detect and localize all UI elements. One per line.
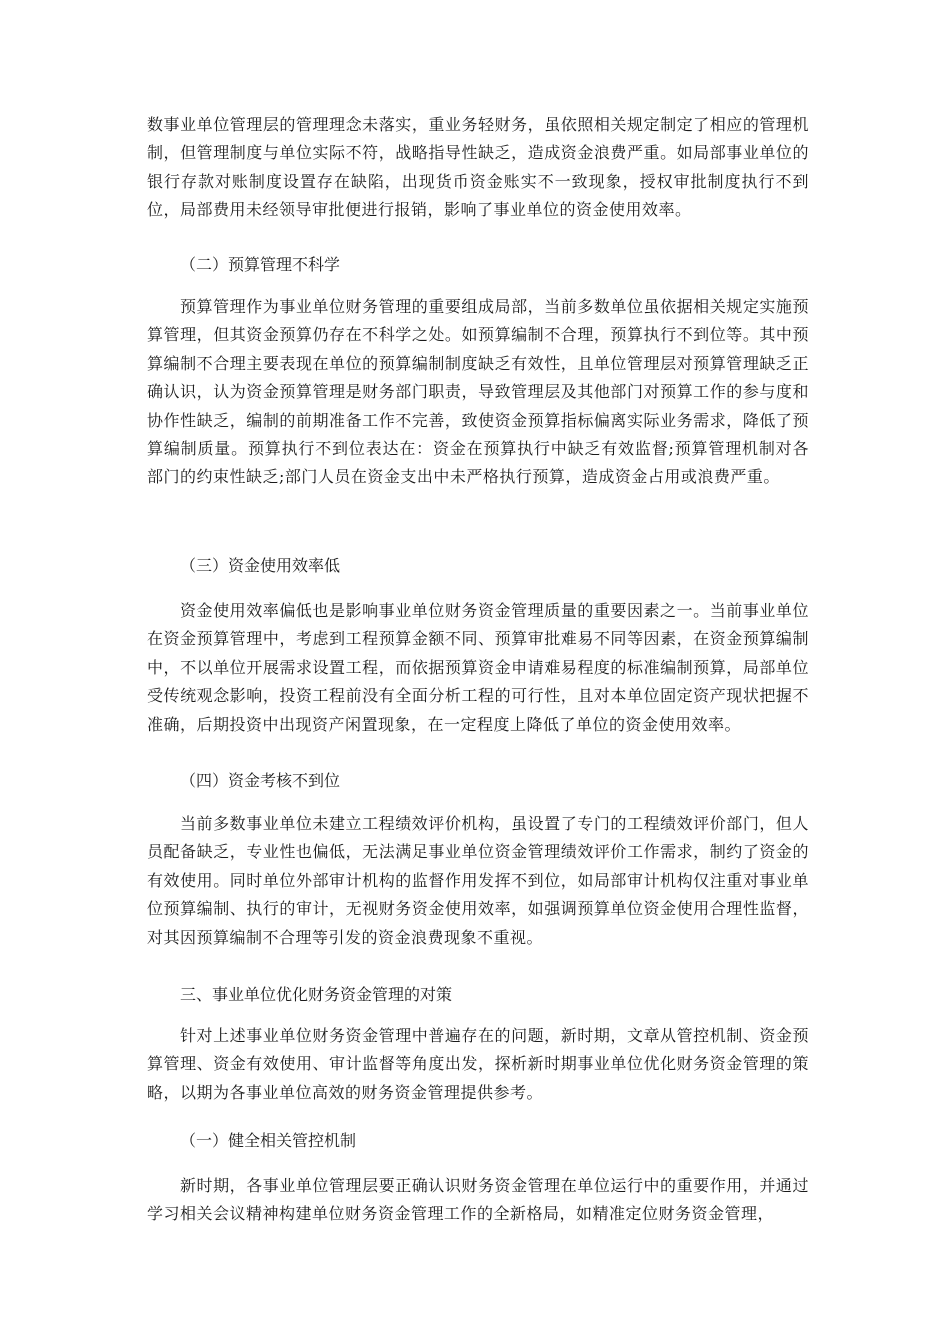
paragraph-control-mechanism: 新时期，各事业单位管理层要正确认识财务资金管理在单位运行中的重要作用，并通过学习相关会议精神构建单位财务资金管理工作的全新格局，如精准定位财务资金管理， xyxy=(147,1176,809,1224)
paragraph-continued-management: 数事业单位管理层的管理理念未落实，重业务轻财务，虽依照相关规定制定了相应的管理机制，但管理制度与单位实际不符，战略指导性缺乏，造成资金浪费严重。如局部事业单位的银行存款对账制度设置存在缺陷，出现货币资金账实不一致现象，授权审批制度执行不到位，局部费用未经领导审批便进行报销，影响了事业单位的资金使用效率。 xyxy=(147,115,809,220)
paragraph-section-three-intro: 针对上述事业单位财务资金管理中普遍存在的问题，新时期，文章从管控机制、资金预算管理、资金有效使用、审计监督等角度出发，探析新时期事业单位优化财务资金管理的策略，以期为各事业单位高效的财务资金管理提供参考。 xyxy=(147,1026,809,1102)
heading-section-three: 三、事业单位优化财务资金管理的对策 xyxy=(180,985,453,1004)
paragraph-fund-assessment: 当前多数事业单位未建立工程绩效评价机构，虽设置了专门的工程绩效评价部门，但人员配备缺乏，专业性也偏低，无法满足事业单位资金管理绩效评价工作需求，制约了资金的有效使用。同时单位外部审计机构的监督作用发挥不到位，如局部审计机构仅注重对事业单位预算编制、执行的审计，无视财务资金使用效率，如强调预算单位资金使用合理性监督，对其因预算编制不合理等引发的资金浪费现象不重视。 xyxy=(147,814,809,947)
heading-fund-assessment: （四）资金考核不到位 xyxy=(180,771,341,790)
heading-budget-management: （二）预算管理不科学 xyxy=(180,255,341,274)
paragraph-fund-efficiency: 资金使用效率偏低也是影响事业单位财务资金管理质量的重要因素之一。当前事业单位在资金预算管理中，考虑到工程预算金额不同、预算审批难易不同等因素，在资金预算编制中，不以单位开展需求设置工程，而依据预算资金申请难易程度的标准编制预算，局部单位受传统观念影响，投资工程前没有全面分析工程的可行性，且对本单位固定资产现状把握不准确，后期投资中出现资产闲置现象，在一定程度上降低了单位的资金使用效率。 xyxy=(147,601,809,734)
heading-fund-efficiency: （三）资金使用效率低 xyxy=(180,556,341,575)
heading-control-mechanism: （一）健全相关管控机制 xyxy=(180,1131,357,1150)
paragraph-budget-management: 预算管理作为事业单位财务管理的重要组成局部，当前多数单位虽依据相关规定实施预算管理，但其资金预算仍存在不科学之处。如预算编制不合理，预算执行不到位等。其中预算编制不合理主要表现在单位的预算编制制度缺乏有效性，且单位管理层对预算管理缺乏正确认识，认为资金预算管理是财务部门职责，导致管理层及其他部门对预算工作的参与度和协作性缺乏，编制的前期准备工作不完善，致使资金预算指标偏离实际业务需求，降低了预算编制质量。预算执行不到位表达在：资金在预算执行中缺乏有效监督;预算管理机制对各部门的约束性缺乏;部门人员在资金支出中未严格执行预算，造成资金占用或浪费严重。 xyxy=(147,297,809,487)
